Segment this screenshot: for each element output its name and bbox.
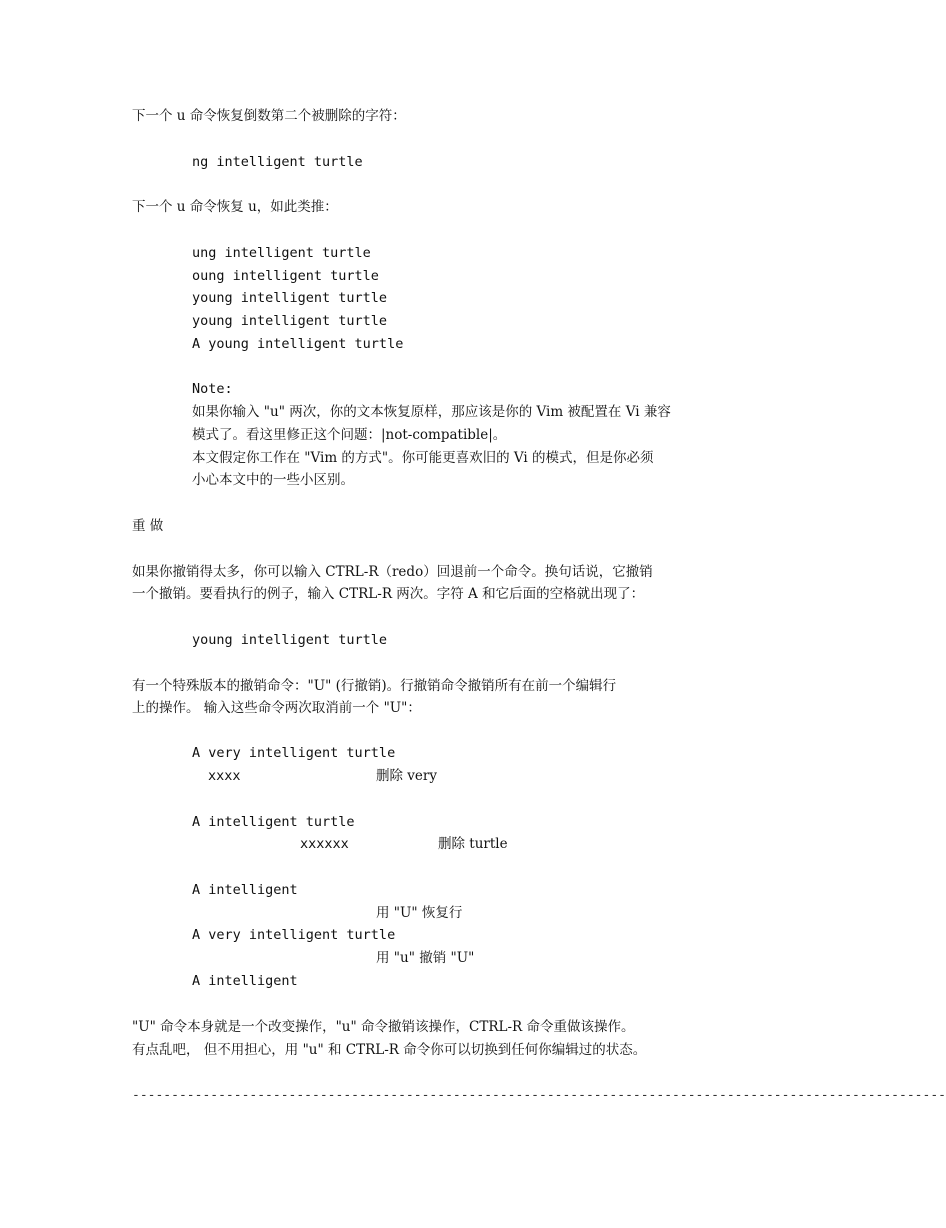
closing-paragraph-line: 有点乱吧， 但不用担心，用 "u" 和 CTRL-R 命令你可以切换到任何你编辑过的状态。 bbox=[132, 1042, 647, 1058]
U-example-comment: 删除 very bbox=[376, 768, 437, 784]
undo-example-line: oung intelligent turtle bbox=[192, 268, 379, 284]
undo-example-line: young intelligent turtle bbox=[192, 290, 388, 306]
U-example-text: A very intelligent turtle bbox=[192, 745, 396, 761]
note-label: Note: bbox=[192, 381, 233, 397]
U-example-text: A very intelligent turtle bbox=[192, 927, 396, 943]
redo-example-line: young intelligent turtle bbox=[192, 632, 388, 648]
note-line: 小心本文中的一些小区别。 bbox=[192, 472, 354, 488]
U-example-comment: 用 "U" 恢复行 bbox=[376, 905, 463, 921]
note-line: 本文假定你工作在 "Vim 的方式"。你可能更喜欢旧的 Vi 的模式，但是你必须 bbox=[192, 450, 654, 466]
undo-example-line: ung intelligent turtle bbox=[192, 245, 371, 261]
U-example-comment: 用 "u" 撤销 "U" bbox=[376, 950, 475, 966]
U-example-marks: xxxxxx bbox=[300, 836, 349, 852]
U-example-text: A intelligent bbox=[192, 973, 298, 989]
paragraph-next-u-2: 下一个 u 命令恢复 u，如此类推： bbox=[132, 199, 338, 215]
undo-example-line: A young intelligent turtle bbox=[192, 336, 404, 352]
example-ng-line: ng intelligent turtle bbox=[192, 154, 363, 170]
redo-heading: 重 做 bbox=[132, 518, 164, 534]
section-divider: -------------------------------------------------------------------------------------------------------- bbox=[132, 1088, 946, 1103]
paragraph-next-u-1: 下一个 u 命令恢复倒数第二个被删除的字符： bbox=[132, 108, 406, 124]
U-paragraph-line: 上的操作。 输入这些命令两次取消前一个 "U"： bbox=[132, 700, 421, 716]
undo-example-line: young intelligent turtle bbox=[192, 313, 388, 329]
U-example-comment: 删除 turtle bbox=[438, 836, 508, 852]
closing-paragraph-line: "U" 命令本身就是一个改变操作，"u" 命令撤销该操作，CTRL-R 命令重做该操作。 bbox=[132, 1019, 635, 1035]
U-example-text: A intelligent bbox=[192, 882, 298, 898]
note-line: 如果你输入 "u" 两次，你的文本恢复原样，那应该是你的 Vim 被配置在 Vi 兼容 bbox=[192, 404, 671, 420]
redo-paragraph-line: 如果你撤销得太多，你可以输入 CTRL-R（redo）回退前一个命令。换句话说，它撤销 bbox=[132, 564, 653, 580]
redo-paragraph-line: 一个撤销。要看执行的例子，输入 CTRL-R 两次。字符 A 和它后面的空格就出现了： bbox=[132, 586, 645, 602]
note-line: 模式了。看这里修正这个问题：|not-compatible|。 bbox=[192, 427, 507, 443]
U-example-text: A intelligent turtle bbox=[192, 814, 355, 830]
U-paragraph-line: 有一个特殊版本的撤销命令："U" (行撤销)。行撤销命令撤销所有在前一个编辑行 bbox=[132, 678, 617, 694]
U-example-marks: xxxx bbox=[208, 768, 241, 784]
